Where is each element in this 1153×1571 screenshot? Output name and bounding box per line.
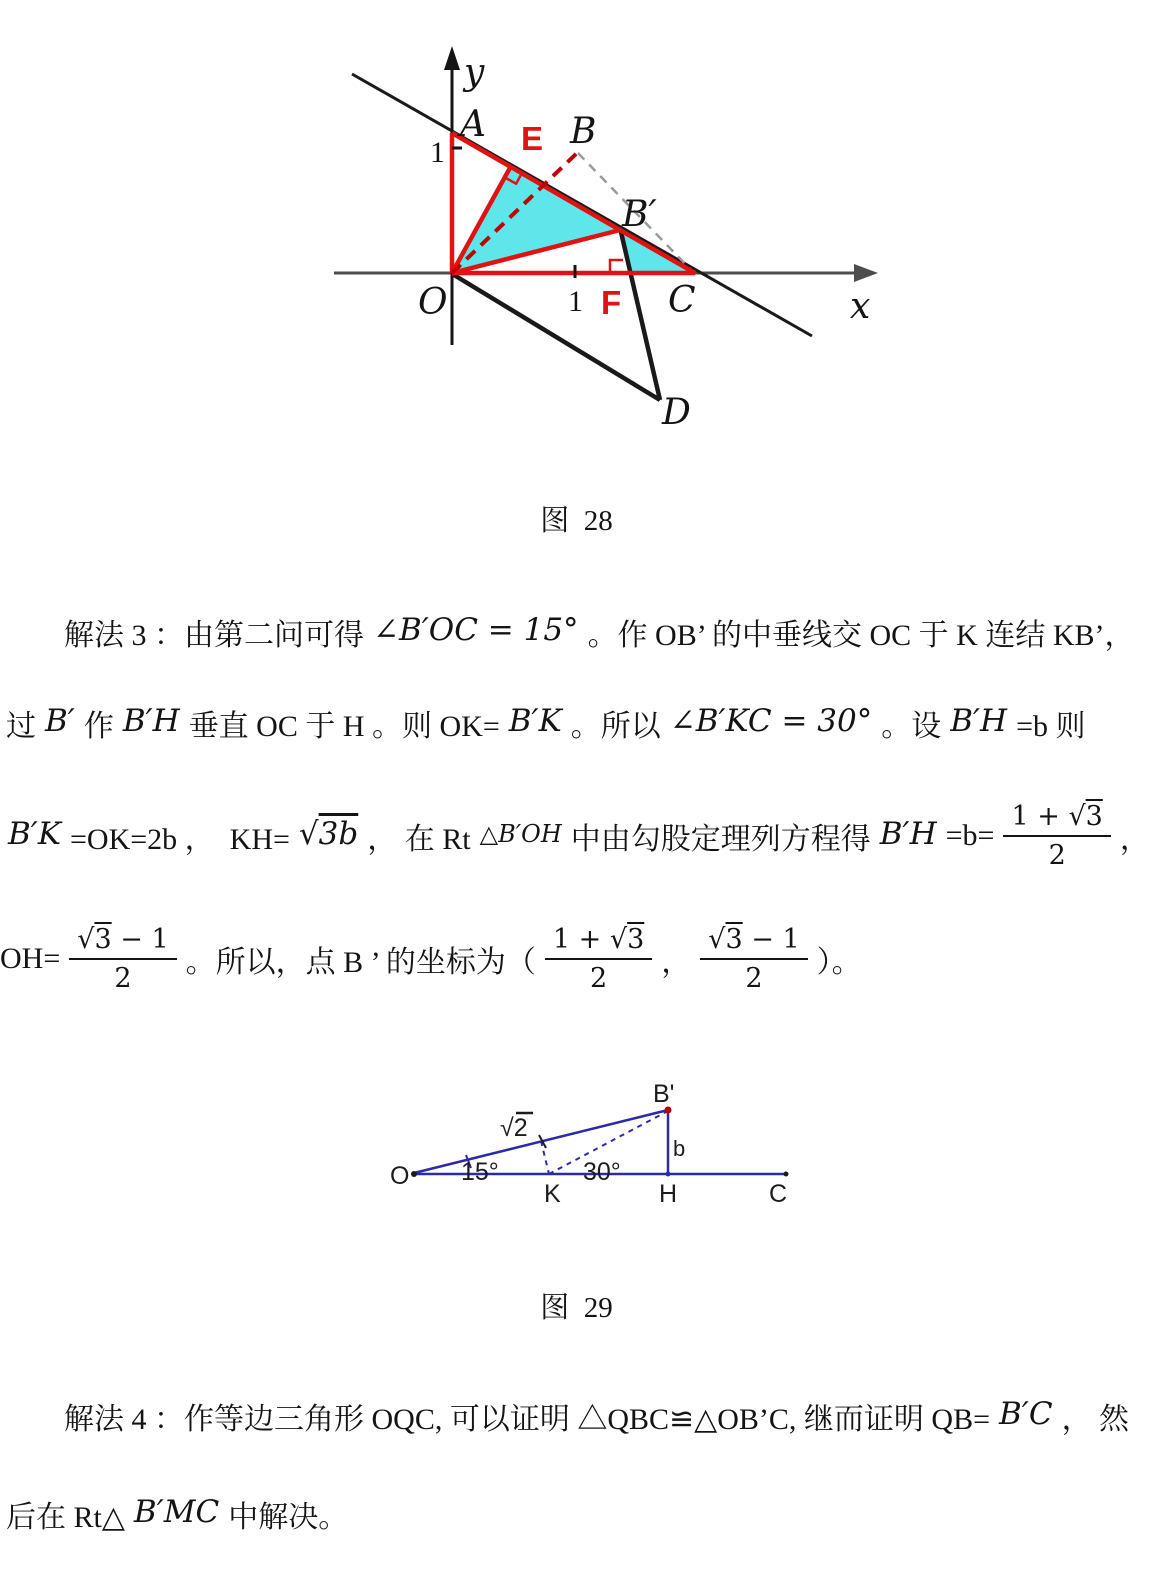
x-axis-arrow	[854, 264, 878, 282]
text-run: 中由勾股定理列方程得	[570, 823, 871, 856]
point-label-A: A	[460, 104, 486, 145]
formula-Bprime: B′	[45, 703, 75, 739]
length-label-b: b	[673, 1136, 686, 1161]
solution3-line4	[0, 908, 862, 1010]
radical-sign: √	[1068, 800, 1086, 832]
formula-BprimeK: B′K	[8, 816, 61, 852]
point-label-F: F	[601, 284, 622, 321]
text-run: =b 则	[1016, 710, 1086, 743]
text-run: 。作 OB’ 的中垂线交 OC 于 K 连结 KB’，	[587, 619, 1135, 652]
axis-label-x: x	[850, 286, 871, 327]
point-dot-H	[666, 1172, 671, 1177]
numerator-text: − 1	[742, 923, 800, 955]
point-dot-O	[411, 1171, 417, 1177]
text-run: ，	[1119, 823, 1150, 856]
radical-sign: √	[500, 1114, 514, 1142]
angle-label-15: 15°	[461, 1158, 499, 1186]
solution4-line2	[6, 1486, 348, 1542]
text-run: 过	[6, 710, 36, 743]
text-run: ，	[661, 946, 692, 979]
text-run: =OK=2b ， KH=	[69, 823, 290, 856]
text-run: ）。	[816, 946, 862, 979]
radicand: 3	[627, 923, 645, 955]
radicand: 3b	[318, 816, 359, 852]
denominator: 2	[745, 963, 763, 994]
fraction-1-plus-sqrt3-over-2	[1003, 801, 1110, 871]
denominator: 2	[1048, 840, 1066, 871]
radicand: 3	[725, 923, 743, 955]
text-run: =b=	[945, 819, 995, 852]
point-label-E: E	[521, 120, 544, 157]
figure29-caption: 图 29	[540, 1292, 613, 1324]
point-label-C: C	[668, 280, 696, 321]
text-run: OH=	[0, 942, 61, 975]
numerator-text: 1 +	[552, 923, 610, 955]
denominator: 2	[114, 963, 132, 994]
radicand: 3	[94, 923, 112, 955]
point-label-B: B	[570, 111, 597, 152]
point-label-H: H	[659, 1180, 678, 1208]
text-run: 。所以	[570, 710, 661, 743]
solution4-line1	[64, 1388, 1129, 1444]
formula-sqrt-3b	[299, 816, 358, 852]
length-label-sqrt2	[500, 1114, 528, 1142]
figure28-canvas	[330, 40, 890, 455]
text-run: ， 然	[1061, 1403, 1130, 1436]
text-run: 。所以，点 B ’ 的坐标为（	[185, 946, 536, 979]
text-run: 。设	[881, 710, 942, 743]
text-run: 中解决。	[228, 1501, 349, 1534]
formula-BprimeC: B′C	[999, 1396, 1053, 1432]
solution3-line3	[8, 783, 1150, 889]
formula-angle-BOC: ∠B′OC = 15°	[373, 612, 579, 648]
figure29-canvas	[380, 1075, 810, 1215]
radical-sign: √	[609, 923, 628, 955]
point-label-Bprime: B'	[653, 1080, 675, 1108]
text-run: 作	[83, 710, 114, 743]
formula-BprimeK: B′K	[508, 703, 562, 739]
denominator: 2	[590, 963, 608, 994]
text-run: ， 在 Rt	[367, 823, 471, 856]
axis-label-y: y	[464, 52, 485, 93]
fraction-1-plus-sqrt3-over-2	[545, 924, 652, 994]
point-label-C: C	[769, 1180, 788, 1208]
formula-BprimeH: B′H	[122, 703, 180, 739]
y-axis-arrow	[444, 46, 460, 70]
fraction-sqrt3-minus-1-over-2	[700, 924, 807, 994]
y-tick-label-1: 1	[430, 136, 445, 169]
point-dot-C	[784, 1172, 789, 1177]
radical-sign: √	[708, 923, 726, 955]
text-run: 解法 3 ：由第二问可得	[64, 619, 364, 652]
x-tick-label-1: 1	[568, 285, 583, 318]
formula-BprimeH: B′H	[950, 703, 1008, 739]
formula-angle-BKC: ∠B′KC = 30°	[669, 703, 873, 739]
right-angle-mark-F	[610, 260, 623, 272]
segment-OD	[454, 275, 660, 400]
figure28-caption: 图 28	[540, 505, 613, 537]
fraction-sqrt3-minus-1-over-2	[69, 924, 176, 994]
point-label-D: D	[662, 392, 691, 433]
numerator-text: − 1	[111, 923, 169, 955]
radical-sign: √	[298, 816, 319, 852]
numerator-text: 1 +	[1011, 800, 1069, 832]
solution3-line2	[6, 695, 1086, 751]
solution3-line1	[64, 606, 1135, 658]
formula-BprimeH: B′H	[879, 816, 937, 852]
text-run: 后在 Rt△	[6, 1501, 125, 1534]
formula-triangle-BOH: △B′OH	[479, 820, 562, 848]
text-run: 垂直 OC 于 H 。则 OK=	[188, 710, 500, 743]
point-label-O: O	[390, 1162, 410, 1190]
point-label-Bprime: B′	[622, 194, 657, 235]
radicand: 3	[1085, 800, 1103, 832]
text-run: 解法 4 ：作等边三角形 OQC, 可以证明 △QBC≌△OB’C, 继而证明 QB=	[64, 1403, 991, 1436]
point-label-K: K	[544, 1180, 561, 1208]
angle-label-30: 30°	[583, 1158, 621, 1186]
point-label-O: O	[418, 282, 448, 323]
formula-BprimeMC: B′MC	[133, 1494, 220, 1530]
radicand: 2	[513, 1114, 528, 1142]
radical-sign: √	[77, 923, 95, 955]
